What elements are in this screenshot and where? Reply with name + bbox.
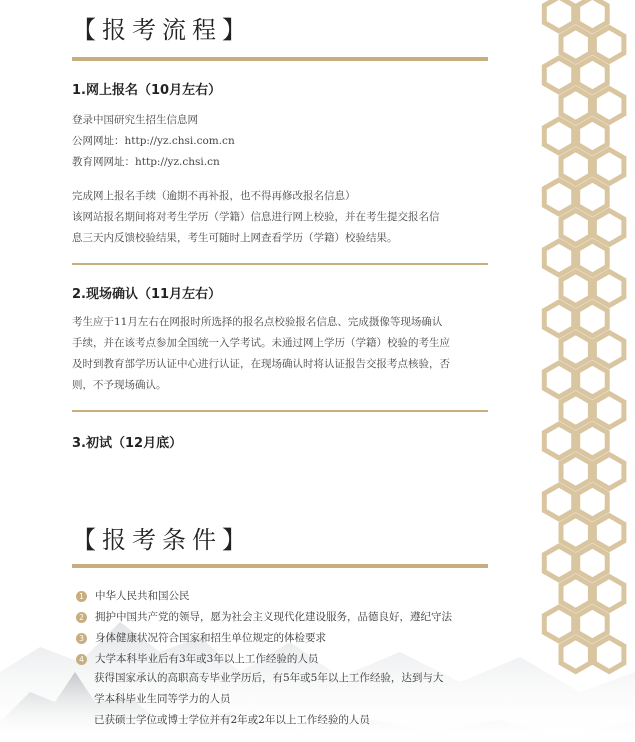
step1-line: 该网站报名期间将对考生学历（学籍）信息进行网上校验，并在考生提交报名信 (72, 211, 440, 223)
hexagon-shape (578, 302, 608, 336)
step2-line: 及时到教育部学历认证中心进行认证，在现场确认时将认证报告交报考点核验，否 (72, 358, 450, 370)
step2-line: 考生应于11月左右在网报时所选择的报名点校验报名信息、完成摄像等现场确认 (72, 316, 443, 328)
condition-sub-line: 已获硕士学位或博士学位并有2年或2年以上工作经验的人员 (94, 714, 370, 726)
hexagon-shape (578, 0, 608, 31)
hexagon-shape (544, 363, 573, 397)
step1-line: 息三天内反馈校验结果，考生可随时上网查看学历（学籍）校验结果。 (72, 232, 398, 244)
hexagon-shape (544, 119, 573, 153)
hexagon-shape (561, 455, 590, 489)
step1-line: 登录中国研究生招生信息网 (72, 114, 198, 126)
hexagon-shape (561, 28, 590, 62)
hexagon-shape (594, 333, 624, 367)
hexagon-shape (544, 180, 573, 214)
hexagon-shape (594, 150, 624, 184)
hexagon-shape (561, 272, 590, 306)
hexagon-shape (578, 119, 608, 153)
title-divider (72, 57, 488, 61)
condition-item (76, 630, 326, 645)
number-badge: 2 (76, 612, 87, 623)
step1-line: 完成网上报名手续（逾期不再补报，也不得再修改报名信息） (72, 190, 356, 202)
condition-text: 身体健康状况符合国家和招生单位规定的体检要求 (95, 632, 326, 644)
hexagon-shape (578, 241, 608, 275)
title-divider (72, 564, 488, 568)
hexagon-shape (544, 485, 573, 519)
hexagon-shape (561, 211, 590, 245)
condition-sub-line: 获得国家承认的高职高专毕业学历后，有5年或5年以上工作经验，达到与大 (94, 672, 444, 684)
hexagon-shape (578, 424, 608, 458)
process-title: 【报考流程】 (72, 16, 252, 44)
hexagon-shape (594, 89, 624, 123)
hexagon-shape (594, 455, 624, 489)
hexagon-shape (544, 302, 573, 336)
hexagon-shape (544, 241, 573, 275)
hexagon-shape (594, 272, 624, 306)
hexagon-shape (594, 211, 624, 245)
hexagon-shape (561, 516, 590, 550)
hexagon-shape (594, 28, 624, 62)
hexagon-shape (561, 89, 590, 123)
step2-line: 则，不予现场确认。 (72, 379, 167, 391)
step1-body (72, 110, 488, 173)
hexagon-shape (544, 424, 573, 458)
step1-line: 教育网网址：http://yz.chsi.cn (72, 156, 220, 168)
condition-sub-lines (94, 668, 443, 731)
step1-body-2 (72, 186, 488, 249)
condition-item (76, 588, 190, 603)
condition-sub-line: 学本科毕业生同等学力的人员 (94, 693, 231, 705)
step2-heading: 2.现场确认（11月左右） (72, 287, 222, 302)
hexagon-shape (594, 516, 624, 550)
hexagon-shape (561, 150, 590, 184)
condition-text: 中华人民共和国公民 (95, 590, 190, 602)
hexagon-shape (561, 333, 590, 367)
number-badge: 1 (76, 591, 87, 602)
step-divider (72, 410, 488, 412)
hexagon-shape (578, 485, 608, 519)
hexagon-shape (561, 394, 590, 428)
number-badge: 4 (76, 654, 87, 665)
step2-body (72, 312, 488, 396)
condition-text: 大学本科毕业后有3年或3年以上工作经验的人员 (95, 653, 319, 665)
hexagon-shape (578, 58, 608, 92)
hexagon-shape (594, 394, 624, 428)
step1-heading: 1.网上报名（10月左右） (72, 83, 222, 98)
hexagon-shape (544, 58, 573, 92)
number-badge: 3 (76, 633, 87, 644)
step2-line: 手续，并在该考点参加全国统一入学考试。未通过网上学历（学籍）校验的考生应 (72, 337, 450, 349)
hexagon-shape (578, 363, 608, 397)
hexagon-shape (578, 180, 608, 214)
condition-item (76, 609, 452, 624)
step1-line: 公网网址：http://yz.chsi.com.cn (72, 135, 235, 147)
hexagon-shape (544, 0, 573, 31)
condition-item (76, 651, 318, 666)
step-divider (72, 263, 488, 265)
step3-heading: 3.初试（12月底） (72, 436, 183, 451)
conditions-title: 【报考条件】 (72, 526, 252, 554)
condition-text: 拥护中国共产党的领导，愿为社会主义现代化建设服务，品德良好，遵纪守法 (95, 611, 452, 623)
